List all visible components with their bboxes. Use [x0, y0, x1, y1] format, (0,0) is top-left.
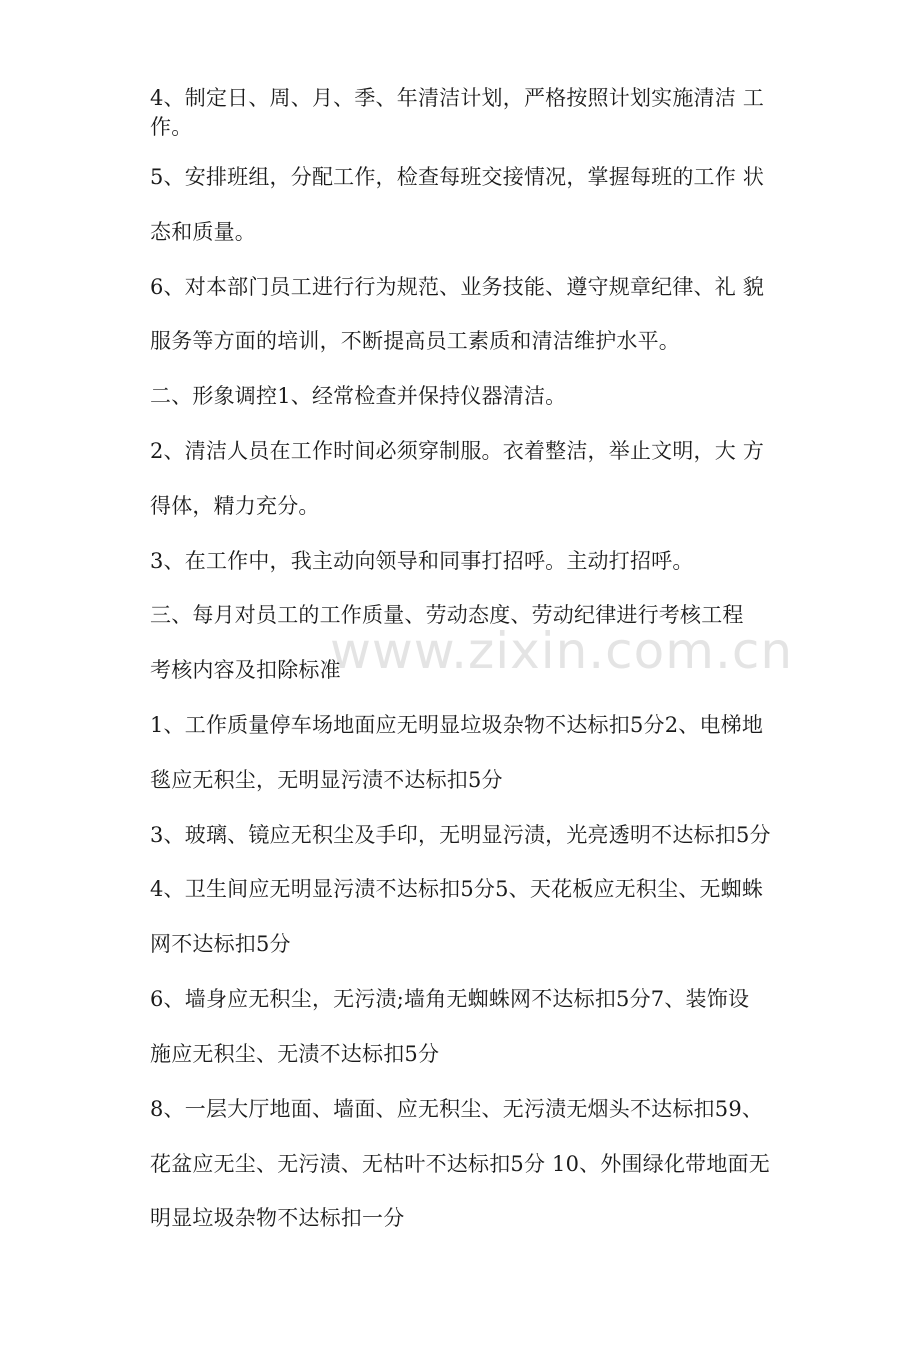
text-line: 2、清洁人员在工作时间必须穿制服。衣着整洁，举止文明，大 方	[150, 439, 765, 463]
text-line: 施应无积尘、无渍不达标扣5分	[150, 1042, 440, 1066]
text-line: 花盆应无尘、无污渍、无枯叶不达标扣5分 10、外围绿化带地面无	[150, 1152, 770, 1176]
text-line: 6、对本部门员工进行行为规范、业务技能、遵守规章纪律、礼 貌	[150, 275, 765, 299]
text-line: 8、一层大厅地面、墙面、应无积尘、无污渍无烟头不达标扣59、	[150, 1097, 764, 1121]
text-line: 考核内容及扣除标准	[150, 658, 341, 682]
text-line: 4、制定日、周、月、季、年清洁计划，严格按照计划实施清洁 工	[150, 86, 765, 110]
text-line: 3、在工作中，我主动向领导和同事打招呼。主动打招呼。	[150, 549, 694, 573]
text-line: 得体，精力充分。	[150, 494, 320, 518]
text-line: 二、形象调控1、经常检查并保持仪器清洁。	[150, 384, 567, 408]
text-line: 网不达标扣5分	[150, 932, 291, 956]
text-line: 1、工作质量停车场地面应无明显垃圾杂物不达标扣5分2、电梯地	[150, 713, 764, 737]
text-line: 6、墙身应无积尘，无污渍;墙角无蜘蛛网不达标扣5分7、装饰设	[150, 987, 750, 1011]
text-line: 三、每月对员工的工作质量、劳动态度、劳动纪律进行考核工程	[150, 603, 744, 627]
text-line: 服务等方面的培训，不断提高员工素质和清洁维护水平。	[150, 329, 680, 353]
text-line: 毯应无积尘，无明显污渍不达标扣5分	[150, 768, 503, 792]
watermark: www.zixin.com.cn	[330, 622, 794, 680]
text-line: 3、玻璃、镜应无积尘及手印，无明显污渍，光亮透明不达标扣5分	[150, 823, 771, 847]
text-line: 4、卫生间应无明显污渍不达标扣5分5、天花板应无积尘、无蜘蛛	[150, 877, 764, 901]
text-line: 5、安排班组，分配工作，检查每班交接情况，掌握每班的工作 状	[150, 165, 765, 189]
text-line: 明显垃圾杂物不达标扣一分	[150, 1206, 405, 1230]
text-line: 作。	[150, 115, 193, 139]
text-line: 态和质量。	[150, 220, 256, 244]
